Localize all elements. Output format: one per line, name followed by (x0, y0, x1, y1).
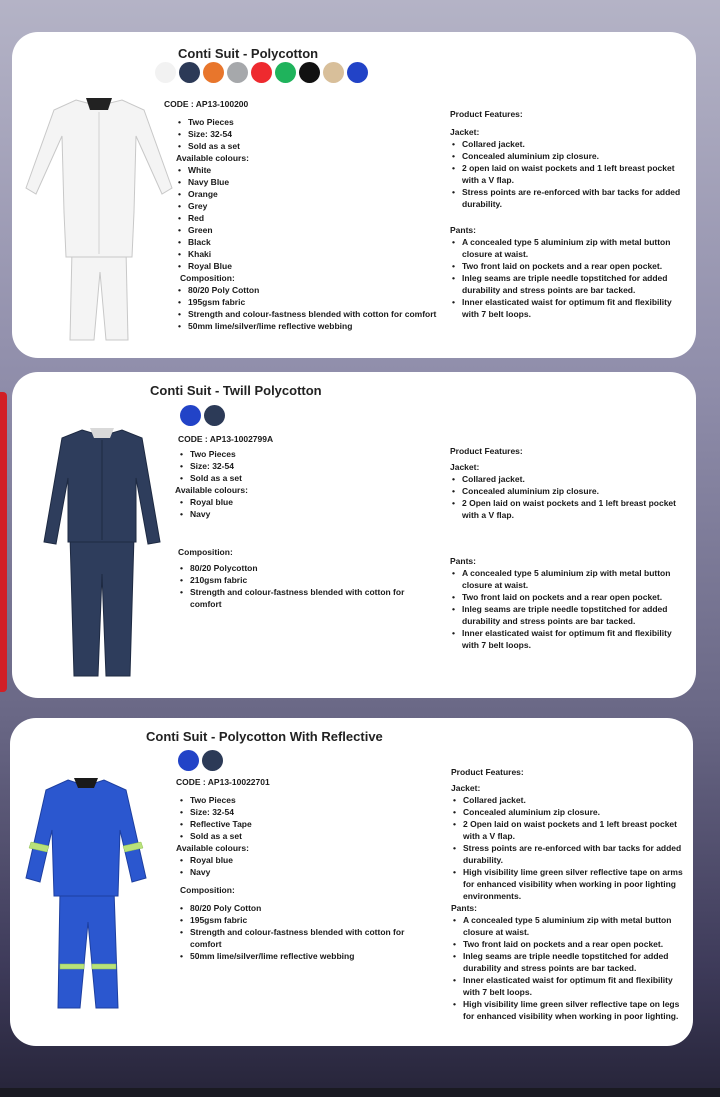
list-item: • White (176, 164, 446, 176)
product-features (450, 445, 690, 651)
list-item: • Two front laid on pockets and a rear open pocket. (451, 938, 687, 950)
list-item: • A concealed type 5 aluminium zip with metal button closure at waist. (451, 914, 687, 938)
list-item: • Two Pieces (178, 448, 438, 460)
colour-swatch (251, 62, 272, 83)
jacket-features (450, 473, 690, 521)
list-item: • Stress points are re-enforced with bar tacks for added durability. (451, 842, 687, 866)
list-item: • Concealed aluminium zip closure. (450, 485, 690, 497)
colour-swatch (178, 750, 199, 771)
available-colours-label: Available colours: (176, 153, 249, 163)
list-item: • 80/20 Poly Cotton (178, 902, 438, 914)
royal-blue-reflective-suit-image (22, 774, 148, 1010)
list-item: • 210gsm fabric (178, 574, 438, 586)
pants-label: Pants: (450, 225, 476, 235)
list-item: • Royal Blue (176, 260, 446, 272)
composition-label: Composition: (180, 273, 235, 283)
list-item: • 195gsm fabric (176, 296, 446, 308)
product-details (178, 794, 438, 962)
pants-features (450, 567, 690, 651)
composition-label: Composition: (178, 547, 233, 557)
pants-features (450, 236, 690, 320)
list-item: • Sold as a set (178, 830, 438, 842)
pants-label: Pants: (450, 556, 476, 566)
list-item: • High visibility lime green silver reflective tape on legs for enhanced visibility when working in poor lighting. (451, 998, 687, 1022)
list-item: • Inleg seams are triple needle topstitched for added durability and stress points are bar tacked. (451, 950, 687, 974)
colour-swatch (347, 62, 368, 83)
info-list (176, 116, 446, 152)
list-item: • Reflective Tape (178, 818, 438, 830)
jacket-label: Jacket: (451, 783, 481, 793)
list-item: • Black (176, 236, 446, 248)
colour-swatch (179, 62, 200, 83)
composition-label: Composition: (180, 885, 235, 895)
list-item: • Concealed aluminium zip closure. (451, 806, 687, 818)
colour-swatch (275, 62, 296, 83)
jacket-features (450, 138, 690, 210)
product-features (451, 766, 687, 1022)
info-list (178, 448, 438, 484)
product-features (450, 108, 690, 320)
colours-list (178, 854, 438, 878)
list-item: • Concealed aluminium zip closure. (450, 150, 690, 162)
list-item: • 2 Open laid on waist pockets and 1 left breast pocket with a V flap. (450, 497, 690, 521)
colour-swatch (227, 62, 248, 83)
list-item: • Grey (176, 200, 446, 212)
product-card-polycotton-reflective (10, 718, 693, 1046)
product-details (176, 116, 446, 332)
list-item: • Sold as a set (178, 472, 438, 484)
product-code: CODE : AP13-10022701 (176, 777, 270, 787)
colour-swatch (323, 62, 344, 83)
colour-swatch (202, 750, 223, 771)
list-item: • Size: 32-54 (178, 806, 438, 818)
jacket-features (451, 794, 687, 902)
colours-list (176, 164, 446, 272)
list-item: • Inner elasticated waist for optimum fit and flexibility with 7 belt loops. (451, 974, 687, 998)
list-item: • Two Pieces (178, 794, 438, 806)
list-item: • Sold as a set (176, 140, 446, 152)
list-item: • Size: 32-54 (178, 460, 438, 472)
colour-swatches (180, 405, 225, 426)
colour-swatch (203, 62, 224, 83)
bottom-bar (0, 1088, 720, 1097)
product-details (175, 448, 438, 610)
composition-list (178, 562, 438, 610)
list-item: • High visibility lime green silver reflective tape on arms for enhanced visibility when working in poor lighting environments. (451, 866, 687, 902)
product-code: CODE : AP13-1002799A (178, 434, 274, 444)
list-item: • Two front laid on pockets and a rear open pocket. (450, 591, 690, 603)
composition-list (176, 284, 446, 332)
product-title: Conti Suit - Twill Polycotton (150, 383, 322, 398)
list-item: • Collared jacket. (451, 794, 687, 806)
pants-label: Pants: (451, 903, 477, 913)
available-colours-label: Available colours: (175, 485, 248, 495)
features-label: Product Features: (450, 109, 523, 119)
list-item: • Navy (178, 866, 438, 878)
list-item: • Inleg seams are triple needle topstitched for added durability and stress points are bar tacked. (450, 272, 690, 296)
list-item: • 80/20 Poly Cotton (176, 284, 446, 296)
list-item: • Strength and colour-fastness blended with cotton for comfort (176, 308, 446, 320)
list-item: • Stress points are re-enforced with bar tacks for added durability. (450, 186, 690, 210)
colour-swatch (180, 405, 201, 426)
list-item: • Strength and colour-fastness blended with cotton for comfort (178, 926, 438, 950)
list-item: • Two Pieces (176, 116, 446, 128)
list-item: • Two front laid on pockets and a rear open pocket. (450, 260, 690, 272)
list-item: • 195gsm fabric (178, 914, 438, 926)
list-item: • 50mm lime/silver/lime reflective webbing (176, 320, 446, 332)
list-item: • 2 open laid on waist pockets and 1 left breast pocket with a V flap. (450, 162, 690, 186)
composition-list (178, 902, 438, 962)
colours-list (178, 496, 438, 520)
jacket-label: Jacket: (450, 462, 480, 472)
red-side-accent (0, 392, 7, 692)
product-code: CODE : AP13-100200 (164, 99, 249, 109)
info-list (178, 794, 438, 842)
list-item: • Inner elasticated waist for optimum fit and flexibility with 7 belt loops. (450, 296, 690, 320)
list-item: • Inner elasticated waist for optimum fit and flexibility with 7 belt loops. (450, 627, 690, 651)
pants-features (451, 914, 687, 1022)
colour-swatch (155, 62, 176, 83)
list-item: • Navy (178, 508, 438, 520)
product-card-twill-polycotton (12, 372, 696, 698)
colour-swatch (299, 62, 320, 83)
list-item: • Royal blue (178, 496, 438, 508)
list-item: • A concealed type 5 aluminium zip with metal button closure at waist. (450, 567, 690, 591)
list-item: • 80/20 Polycotton (178, 562, 438, 574)
jacket-label: Jacket: (450, 127, 480, 137)
navy-suit-image (42, 424, 162, 678)
list-item: • Collared jacket. (450, 473, 690, 485)
available-colours-label: Available colours: (176, 843, 249, 853)
list-item: • Navy Blue (176, 176, 446, 188)
features-label: Product Features: (451, 767, 524, 777)
product-card-polycotton (12, 32, 696, 358)
product-title: Conti Suit - Polycotton (178, 46, 319, 61)
colour-swatches (155, 62, 368, 83)
list-item: • 50mm lime/silver/lime reflective webbing (178, 950, 438, 962)
product-title: Conti Suit - Polycotton With Reflective (146, 729, 383, 744)
list-item: • Green (176, 224, 446, 236)
list-item: • A concealed type 5 aluminium zip with metal button closure at waist. (450, 236, 690, 260)
white-suit-image (24, 92, 174, 342)
features-label: Product Features: (450, 446, 523, 456)
colour-swatches (178, 750, 223, 771)
list-item: • Orange (176, 188, 446, 200)
colour-swatch (204, 405, 225, 426)
list-item: • Red (176, 212, 446, 224)
list-item: • Inleg seams are triple needle topstitched for added durability and stress points are bar tacked. (450, 603, 690, 627)
list-item: • Strength and colour-fastness blended with cotton for comfort (178, 586, 438, 610)
list-item: • 2 Open laid on waist pockets and 1 left breast pocket with a V flap. (451, 818, 687, 842)
list-item: • Royal blue (178, 854, 438, 866)
list-item: • Collared jacket. (450, 138, 690, 150)
list-item: • Size: 32-54 (176, 128, 446, 140)
list-item: • Khaki (176, 248, 446, 260)
